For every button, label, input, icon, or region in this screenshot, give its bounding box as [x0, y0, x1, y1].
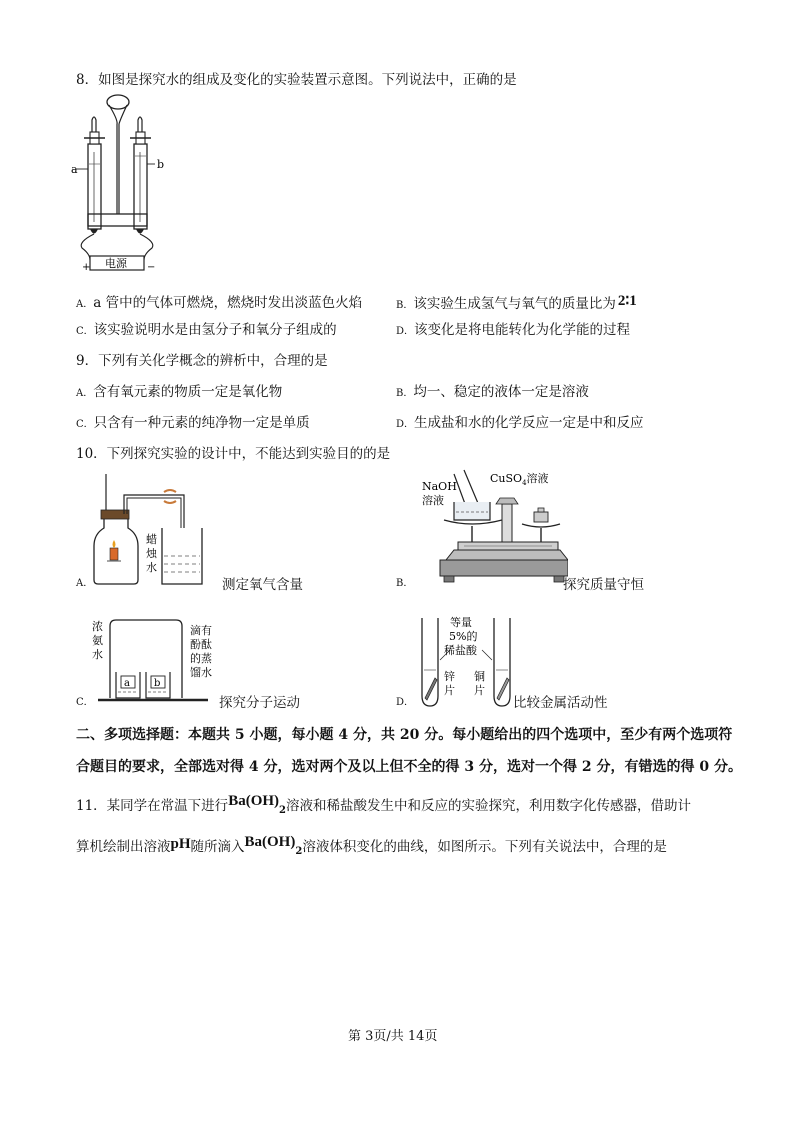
q10-option-d-letter: D．	[396, 697, 415, 708]
power-label: 电源	[105, 257, 127, 270]
phenol-label-1: 滴有	[190, 624, 212, 637]
ammonia-label-1: 浓	[92, 620, 103, 633]
candle-label-1: 蜡	[146, 533, 157, 546]
q10-option-d-caption: 比较金属活动性	[513, 695, 608, 711]
q9-option-c: C．只含有一种元素的纯净物一定是单质	[76, 415, 310, 431]
q11-line1: 11．某同学在常温下进行$Ba(OH)_2$溶液和稀盐酸发生中和反应的实验探究，利用数字化传感器，借助计	[76, 793, 691, 816]
candle-label-2: 烛	[146, 547, 157, 560]
naoh-label: NaOH	[422, 480, 457, 493]
beaker-a-label: a	[124, 678, 130, 689]
copper-label-2: 片	[474, 684, 485, 697]
electrolysis-apparatus-figure	[68, 92, 180, 272]
copper-label-1: 铜	[474, 670, 485, 683]
page-number: 第 3页/共 14页	[348, 1029, 438, 1044]
q10-option-b-letter: B．	[396, 578, 414, 589]
concentration-label: 5%的	[449, 630, 478, 643]
water-label: 水	[146, 561, 157, 574]
naoh-solution-label: 溶液	[422, 494, 444, 507]
q8-option-c: C．该实验说明水是由氢分子和氧分子组成的	[76, 322, 337, 338]
q10-option-a-caption: 测定氧气含量	[222, 577, 303, 593]
q11-line2: 算机绘制出溶液pH随所滴入$Ba(OH)_2$溶液体积变化的曲线，如图所示。下列有关说法中，合理的是	[76, 834, 667, 857]
q9-option-d: D．生成盐和水的化学反应一定是中和反应	[396, 415, 644, 431]
minus-sign: −	[147, 262, 156, 272]
ammonia-label-2: 氨	[92, 634, 103, 647]
phenol-label-3: 的蒸	[190, 652, 212, 665]
section2-instruction-line1: 二、多项选择题：本题共 5 小题，每小题 4 分，共 20 分。每小题给出的四个选项中，至少有两个选项符	[76, 727, 733, 743]
q9-option-b: B．均一、稳定的液体一定是溶液	[396, 384, 589, 400]
label-a: a	[71, 163, 78, 176]
ammonia-label-3: 水	[92, 648, 103, 661]
equal-amount-label: 等量	[450, 616, 472, 629]
oxygen-content-apparatus	[92, 470, 222, 590]
plus-sign: +	[82, 262, 91, 272]
q10-option-c-caption: 探究分子运动	[219, 695, 300, 711]
hcl-label: 稀盐酸	[444, 644, 477, 657]
phenol-label-2: 酚酞	[190, 638, 212, 651]
q9-stem: 9．下列有关化学概念的辨析中，合理的是	[76, 353, 328, 369]
q10-option-c-letter: C．	[76, 697, 94, 708]
q8-option-d: D．该变化是将电能转化为化学能的过程	[396, 322, 631, 338]
zinc-label-1: 锌	[444, 670, 455, 683]
beaker-b-label: b	[154, 678, 161, 689]
q9-option-a: A．含有氧元素的物质一定是氧化物	[76, 384, 283, 400]
metal-activity-tubes	[410, 612, 518, 710]
molecular-motion-apparatus	[90, 614, 218, 708]
q8-stem: 8．如图是探究水的组成及变化的实验装置示意图。下列说法中，正确的是	[76, 72, 517, 88]
section2-instruction-line2: 合题目的要求，全部选对得 4 分，选对两个及以上但不全的得 3 分，选对一个得 2 分，有错选的得 0 分。	[76, 759, 742, 775]
label-b: b	[157, 158, 165, 171]
q8-option-b: B．该实验生成氢气与氧气的质量比为 2∶1	[396, 293, 637, 312]
q10-stem: 10．下列探究实验的设计中，不能达到实验目的的是	[76, 446, 391, 462]
q10-option-b-caption: 探究质量守恒	[563, 577, 644, 593]
q10-option-a-letter: A．	[76, 578, 94, 589]
cuso4-label: CuSO$_4$溶液	[490, 472, 549, 487]
zinc-label-2: 片	[444, 684, 455, 697]
mass-conservation-balance	[410, 464, 568, 590]
q8-option-a: A．a 管中的气体可燃烧，燃烧时发出淡蓝色火焰	[76, 295, 363, 311]
phenol-label-4: 馏水	[190, 666, 212, 679]
